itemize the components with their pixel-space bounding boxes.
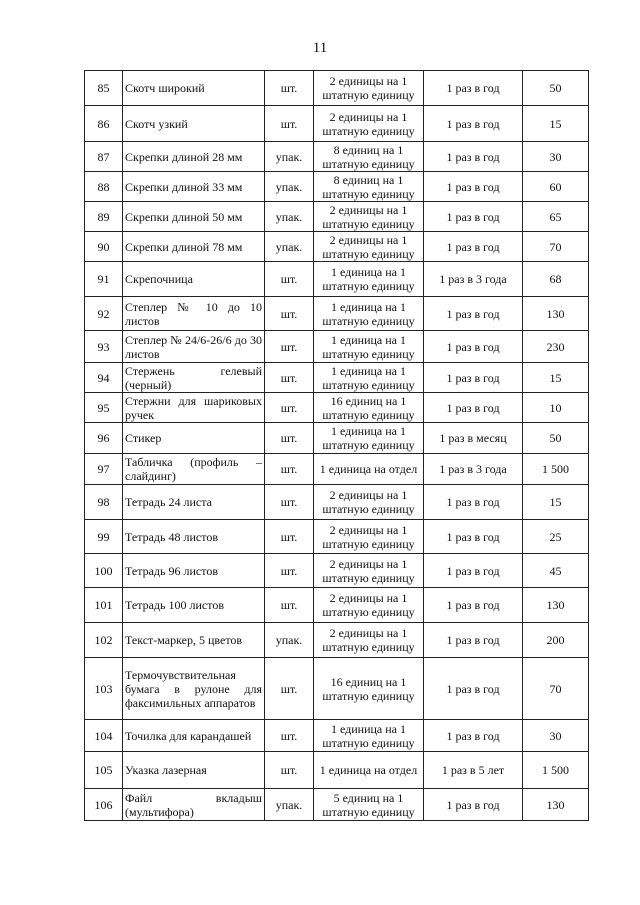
item-number: 105 xyxy=(85,752,123,789)
item-quantity: 1 единица на 1 штатную единицу xyxy=(314,363,424,393)
item-quantity: 8 единиц на 1 штатную единицу xyxy=(314,172,424,202)
item-quantity: 16 единиц на 1 штатную единицу xyxy=(314,393,424,423)
item-quantity: 1 единица на 1 штатную единицу xyxy=(314,720,424,752)
item-unit: упак. xyxy=(265,623,314,658)
item-name: Скотч широкий xyxy=(123,71,265,106)
item-period: 1 раз в год xyxy=(424,363,523,393)
item-number: 102 xyxy=(85,623,123,658)
item-number: 95 xyxy=(85,393,123,423)
item-period: 1 раз в год xyxy=(424,71,523,106)
item-period: 1 раз в год xyxy=(424,789,523,821)
item-price: 50 xyxy=(523,71,589,106)
table-row xyxy=(85,752,589,789)
table-row xyxy=(85,232,589,262)
item-price: 1 500 xyxy=(523,752,589,789)
item-unit: шт. xyxy=(265,485,314,520)
item-number: 91 xyxy=(85,262,123,297)
item-price: 50 xyxy=(523,423,589,454)
item-period: 1 раз в год xyxy=(424,232,523,262)
item-number: 86 xyxy=(85,106,123,142)
table-row xyxy=(85,106,589,142)
item-name: Термочувствительная бумага в рулоне для факсимильных аппаратов xyxy=(123,658,265,720)
item-price: 15 xyxy=(523,485,589,520)
item-number: 106 xyxy=(85,789,123,821)
item-price: 30 xyxy=(523,720,589,752)
item-name: Стикер xyxy=(123,423,265,454)
item-period: 1 раз в год xyxy=(424,393,523,423)
item-number: 98 xyxy=(85,485,123,520)
item-period: 1 раз в 3 года xyxy=(424,454,523,485)
item-period: 1 раз в год xyxy=(424,520,523,554)
item-price: 65 xyxy=(523,202,589,232)
item-unit: упак. xyxy=(265,789,314,821)
item-quantity: 2 единицы на 1 штатную единицу xyxy=(314,588,424,623)
item-unit: шт. xyxy=(265,588,314,623)
item-unit: шт. xyxy=(265,423,314,454)
page-number: 11 xyxy=(312,40,328,56)
item-name: Текст-маркер, 5 цветов xyxy=(123,623,265,658)
item-period: 1 раз в год xyxy=(424,623,523,658)
item-quantity: 16 единиц на 1 штатную единицу xyxy=(314,658,424,720)
item-name: Скрепки длиной 50 мм xyxy=(123,202,265,232)
item-number: 94 xyxy=(85,363,123,393)
item-price: 25 xyxy=(523,520,589,554)
item-name: Файл вкладыш (мультифора) xyxy=(123,789,265,821)
item-period: 1 раз в год xyxy=(424,658,523,720)
item-quantity: 2 единицы на 1 штатную единицу xyxy=(314,485,424,520)
item-price: 130 xyxy=(523,789,589,821)
item-number: 97 xyxy=(85,454,123,485)
item-unit: шт. xyxy=(265,720,314,752)
item-quantity: 8 единиц на 1 штатную единицу xyxy=(314,142,424,172)
item-number: 96 xyxy=(85,423,123,454)
item-number: 104 xyxy=(85,720,123,752)
item-number: 100 xyxy=(85,554,123,588)
item-number: 101 xyxy=(85,588,123,623)
item-unit: шт. xyxy=(265,297,314,331)
item-period: 1 раз в год xyxy=(424,297,523,331)
item-unit: шт. xyxy=(265,106,314,142)
item-quantity: 1 единица на 1 штатную единицу xyxy=(314,297,424,331)
table-row xyxy=(85,454,589,485)
table-row xyxy=(85,297,589,331)
item-price: 230 xyxy=(523,331,589,363)
item-number: 93 xyxy=(85,331,123,363)
item-period: 1 раз в год xyxy=(424,485,523,520)
table-row xyxy=(85,363,589,393)
item-price: 68 xyxy=(523,262,589,297)
item-unit: шт. xyxy=(265,393,314,423)
item-number: 89 xyxy=(85,202,123,232)
item-quantity: 1 единица на 1 штатную единицу xyxy=(314,331,424,363)
table-row xyxy=(85,202,589,232)
item-period: 1 раз в год xyxy=(424,720,523,752)
item-quantity: 1 единица на отдел xyxy=(314,752,424,789)
table-row xyxy=(85,789,589,821)
table-row xyxy=(85,588,589,623)
item-number: 92 xyxy=(85,297,123,331)
item-unit: шт. xyxy=(265,554,314,588)
table-row xyxy=(85,554,589,588)
item-name: Степлер № 24/6-26/6 до 30 листов xyxy=(123,331,265,363)
item-period: 1 раз в месяц xyxy=(424,423,523,454)
item-price: 45 xyxy=(523,554,589,588)
item-unit: шт. xyxy=(265,658,314,720)
item-period: 1 раз в год xyxy=(424,202,523,232)
item-price: 130 xyxy=(523,297,589,331)
item-name: Стержни для шариковых ручек xyxy=(123,393,265,423)
item-unit: упак. xyxy=(265,232,314,262)
item-unit: упак. xyxy=(265,202,314,232)
item-price: 10 xyxy=(523,393,589,423)
item-price: 1 500 xyxy=(523,454,589,485)
item-name: Точилка для карандашей xyxy=(123,720,265,752)
item-period: 1 раз в год xyxy=(424,331,523,363)
item-name: Тетрадь 48 листов xyxy=(123,520,265,554)
supplies-table xyxy=(84,70,589,821)
item-period: 1 раз в год xyxy=(424,588,523,623)
item-unit: шт. xyxy=(265,71,314,106)
item-name: Скотч узкий xyxy=(123,106,265,142)
table-row xyxy=(85,485,589,520)
item-price: 15 xyxy=(523,106,589,142)
item-number: 90 xyxy=(85,232,123,262)
table-row xyxy=(85,142,589,172)
item-quantity: 2 единицы на 1 штатную единицу xyxy=(314,202,424,232)
item-quantity: 1 единица на 1 штатную единицу xyxy=(314,423,424,454)
item-quantity: 2 единицы на 1 штатную единицу xyxy=(314,106,424,142)
table-row xyxy=(85,423,589,454)
item-price: 70 xyxy=(523,232,589,262)
table-row xyxy=(85,262,589,297)
item-quantity: 2 единицы на 1 штатную единицу xyxy=(314,554,424,588)
item-quantity: 2 единицы на 1 штатную единицу xyxy=(314,232,424,262)
table-row xyxy=(85,331,589,363)
table-row xyxy=(85,71,589,106)
item-price: 15 xyxy=(523,363,589,393)
item-price: 60 xyxy=(523,172,589,202)
item-period: 1 раз в год xyxy=(424,172,523,202)
item-quantity: 2 единицы на 1 штатную единицу xyxy=(314,71,424,106)
table-row xyxy=(85,172,589,202)
item-name: Табличка (профиль – слайдинг) xyxy=(123,454,265,485)
item-unit: шт. xyxy=(265,454,314,485)
item-name: Скрепки длиной 33 мм xyxy=(123,172,265,202)
item-name: Скрепки длиной 78 мм xyxy=(123,232,265,262)
item-unit: шт. xyxy=(265,262,314,297)
item-name: Тетрадь 96 листов xyxy=(123,554,265,588)
table-row xyxy=(85,720,589,752)
table-row xyxy=(85,393,589,423)
item-quantity: 5 единиц на 1 штатную единицу xyxy=(314,789,424,821)
item-price: 130 xyxy=(523,588,589,623)
item-unit: шт. xyxy=(265,331,314,363)
item-number: 87 xyxy=(85,142,123,172)
table-row xyxy=(85,658,589,720)
item-name: Стержень гелевый (черный) xyxy=(123,363,265,393)
item-period: 1 раз в 3 года xyxy=(424,262,523,297)
item-name: Скрепочница xyxy=(123,262,265,297)
item-unit: шт. xyxy=(265,520,314,554)
item-period: 1 раз в год xyxy=(424,142,523,172)
item-unit: шт. xyxy=(265,752,314,789)
item-unit: упак. xyxy=(265,172,314,202)
item-name: Скрепки длиной 28 мм xyxy=(123,142,265,172)
table-row xyxy=(85,520,589,554)
item-price: 30 xyxy=(523,142,589,172)
item-number: 85 xyxy=(85,71,123,106)
item-name: Указка лазерная xyxy=(123,752,265,789)
item-name: Степлер № 10 до 10 листов xyxy=(123,297,265,331)
item-price: 200 xyxy=(523,623,589,658)
item-quantity: 1 единица на 1 штатную единицу xyxy=(314,262,424,297)
item-unit: упак. xyxy=(265,142,314,172)
item-period: 1 раз в год xyxy=(424,106,523,142)
item-quantity: 1 единица на отдел xyxy=(314,454,424,485)
item-quantity: 2 единицы на 1 штатную единицу xyxy=(314,520,424,554)
item-name: Тетрадь 100 листов xyxy=(123,588,265,623)
item-quantity: 2 единицы на 1 штатную единицу xyxy=(314,623,424,658)
item-unit: шт. xyxy=(265,363,314,393)
item-price: 70 xyxy=(523,658,589,720)
item-number: 88 xyxy=(85,172,123,202)
table-row xyxy=(85,623,589,658)
item-period: 1 раз в 5 лет xyxy=(424,752,523,789)
item-period: 1 раз в год xyxy=(424,554,523,588)
item-name: Тетрадь 24 листа xyxy=(123,485,265,520)
item-number: 99 xyxy=(85,520,123,554)
item-number: 103 xyxy=(85,658,123,720)
